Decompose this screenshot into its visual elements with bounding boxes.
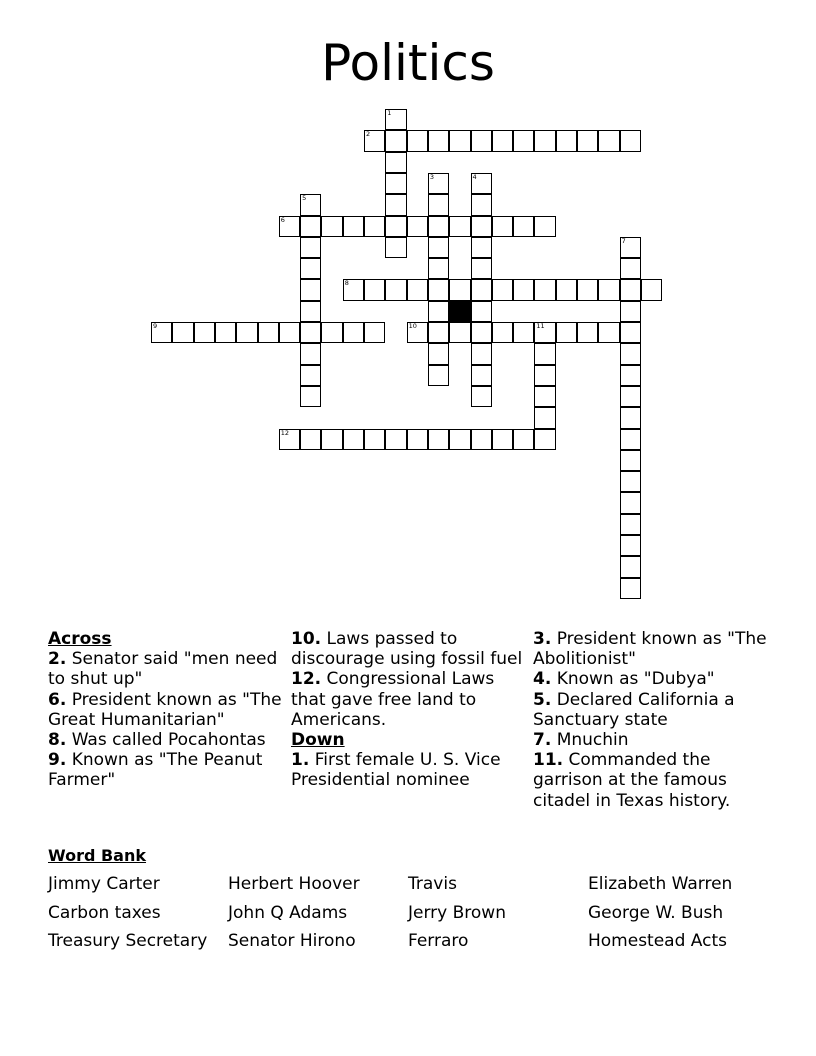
grid-cell[interactable] [471,173,492,194]
word-bank-item: George W. Bush [588,903,724,923]
grid-cell[interactable] [620,279,641,300]
grid-cell[interactable] [471,365,492,386]
grid-cell[interactable] [534,216,555,237]
grid-cell[interactable] [577,279,598,300]
grid-cell[interactable] [598,130,619,151]
grid-cell[interactable] [620,514,641,535]
grid-cell[interactable] [172,322,193,343]
grid-cell[interactable] [620,578,641,599]
grid-cell[interactable] [534,130,555,151]
across-clue-9: 9. Known as "The Peanut Farmer" [48,750,263,791]
grid-cell[interactable] [620,407,641,428]
grid-cell[interactable] [407,130,428,151]
grid-cell[interactable] [385,109,406,130]
shaded-cell [449,301,470,322]
grid-cell[interactable] [620,322,641,343]
grid-cell[interactable] [534,429,555,450]
grid-cell[interactable] [279,429,300,450]
grid-cell[interactable] [449,130,470,151]
grid-cell[interactable] [407,322,428,343]
word-bank-item: Herbert Hoover [228,874,360,894]
word-bank-item: Treasury Secretary [48,931,208,951]
grid-cell[interactable] [385,194,406,215]
grid-cell[interactable] [385,237,406,258]
grid-cell[interactable] [471,429,492,450]
puzzle-title: Politics [321,34,495,92]
grid-cell[interactable] [407,429,428,450]
grid-cell[interactable] [428,322,449,343]
grid-cell[interactable] [385,429,406,450]
grid-cell[interactable] [428,429,449,450]
clue-number: 2 [366,130,371,139]
clue-number: 1 [387,109,392,117]
grid-cell[interactable] [534,407,555,428]
grid-cell[interactable] [300,258,321,279]
grid-cell[interactable] [428,130,449,151]
grid-cell[interactable] [428,279,449,300]
grid-cell[interactable] [577,322,598,343]
grid-cell[interactable] [513,130,534,151]
grid-cell[interactable] [449,429,470,450]
grid-cell[interactable] [449,322,470,343]
grid-cell[interactable] [300,386,321,407]
grid-cell[interactable] [364,130,385,151]
grid-cell[interactable] [620,492,641,513]
grid-cell[interactable] [428,301,449,322]
across-heading: Across [48,629,112,649]
grid-cell[interactable] [343,322,364,343]
grid-cell[interactable] [364,322,385,343]
down-clue-5: 5. Declared California a Sanctuary state [533,689,735,730]
grid-cell[interactable] [385,173,406,194]
grid-cell[interactable] [620,130,641,151]
grid-cell[interactable] [428,237,449,258]
grid-cell[interactable] [620,343,641,364]
grid-cell[interactable] [556,279,577,300]
grid-cell[interactable] [428,365,449,386]
grid-cell[interactable] [513,429,534,450]
grid-cell[interactable] [577,130,598,151]
grid-cell[interactable] [513,216,534,237]
grid-cell[interactable] [385,279,406,300]
grid-cell[interactable] [471,279,492,300]
grid-cell[interactable] [279,216,300,237]
grid-cell[interactable] [471,237,492,258]
grid-cell[interactable] [492,216,513,237]
grid-cell[interactable] [598,279,619,300]
down-heading: Down [291,730,345,751]
across-clue-2: 2. Senator said "men need to shut up" [48,649,278,690]
grid-cell[interactable] [407,216,428,237]
grid-cell[interactable] [364,279,385,300]
clue-number: 12 [280,428,290,437]
grid-cell[interactable] [471,258,492,279]
word-bank-item: Jerry Brown [408,903,506,923]
clue-number: 9 [153,322,158,330]
grid-cell[interactable] [620,365,641,386]
clue-number: 8 [344,279,349,288]
clue-number: 3 [429,172,435,181]
grid-cell[interactable] [471,386,492,407]
grid-cell[interactable] [385,130,406,151]
grid-cell[interactable] [598,322,619,343]
grid-cell[interactable] [300,322,321,343]
grid-cell[interactable] [343,429,364,450]
grid-cell[interactable] [620,258,641,279]
grid-cell[interactable] [428,258,449,279]
clues-column-1 [48,629,288,791]
grid-cell[interactable] [620,450,641,471]
across-clue-6: 6. President known as "The Great Humanitarian" [48,689,282,730]
grid-cell[interactable] [620,471,641,492]
down-clue-11: 11. Commanded the garrison at the famous citadel in Texas history. [533,750,731,811]
clue-number: 4 [472,172,477,181]
across-clue-8: 8. Was called Pocahontas [48,730,266,751]
grid-cell[interactable] [151,322,172,343]
grid-cell[interactable] [236,322,257,343]
grid-cell[interactable] [428,194,449,215]
grid-cell[interactable] [300,216,321,237]
grid-cell[interactable] [194,322,215,343]
grid-cell[interactable] [471,343,492,364]
word-bank-item: Homestead Acts [588,931,727,951]
grid-cell[interactable] [492,130,513,151]
clue-number: 11 [536,322,545,330]
grid-cell[interactable] [385,152,406,173]
clue-number: 5 [302,194,307,203]
grid-cell[interactable] [620,556,641,577]
grid-cell[interactable] [620,301,641,322]
grid-cell[interactable] [321,322,342,343]
grid-cell[interactable] [471,301,492,322]
grid-cell[interactable] [471,322,492,343]
grid-cell[interactable] [300,301,321,322]
word-bank-item: Elizabeth Warren [588,874,733,894]
across-clue-10: 10. Laws passed to discourage using fossil fuel [291,629,523,670]
clues-column-3 [533,629,773,811]
grid-cell[interactable] [343,216,364,237]
grid-cell[interactable] [471,130,492,151]
down-clue-7: 7. Mnuchin [533,730,629,751]
grid-cell[interactable] [449,216,470,237]
grid-cell[interactable] [364,429,385,450]
down-clue-1: 1. First female U. S. Vice Presidential nominee [291,750,501,791]
grid-cell[interactable] [534,386,555,407]
grid-cell[interactable] [471,194,492,215]
grid-cell[interactable] [428,343,449,364]
grid-cell[interactable] [300,343,321,364]
grid-cell[interactable] [513,322,534,343]
down-clue-4: 4. Known as "Dubya" [533,669,715,690]
across-clue-12: 12. Congressional Laws that gave free land to Americans. [291,669,495,730]
grid-cell[interactable] [556,322,577,343]
word-bank-item: John Q Adams [228,903,348,923]
grid-cell[interactable] [428,216,449,237]
grid-cell[interactable] [300,365,321,386]
grid-cell[interactable] [641,279,662,300]
clue-number: 6 [280,215,285,224]
grid-cell[interactable] [534,322,555,343]
down-clue-3: 3. President known as "The Abolitionist" [533,629,767,670]
grid-cell[interactable] [620,237,641,258]
grid-cell[interactable] [215,322,236,343]
clues-column-2 [291,629,529,791]
grid-cell[interactable] [620,429,641,450]
word-bank-item: Ferraro [408,931,469,951]
word-bank-title: Word Bank [48,846,147,865]
grid-cell[interactable] [556,130,577,151]
word-bank-item: Senator Hirono [228,931,356,951]
grid-cell[interactable] [258,322,279,343]
grid-cell[interactable] [385,216,406,237]
grid-cell[interactable] [534,279,555,300]
grid-cell[interactable] [449,279,470,300]
grid-cell[interactable] [343,279,364,300]
word-bank-item: Jimmy Carter [48,874,160,894]
word-bank-item: Travis [408,874,457,894]
grid-cell[interactable] [620,535,641,556]
grid-cell[interactable] [620,386,641,407]
grid-cell[interactable] [364,216,385,237]
grid-cell[interactable] [300,237,321,258]
grid-cell[interactable] [534,365,555,386]
clue-number: 7 [621,236,626,245]
clue-number: 10 [408,322,417,330]
grid-cell[interactable] [513,279,534,300]
grid-cell[interactable] [428,173,449,194]
grid-cell[interactable] [492,429,513,450]
grid-cell[interactable] [534,343,555,364]
grid-cell[interactable] [300,279,321,300]
grid-cell[interactable] [492,322,513,343]
grid-cell[interactable] [492,279,513,300]
grid-cell[interactable] [471,216,492,237]
word-bank-item: Carbon taxes [48,903,161,923]
grid-cell[interactable] [279,322,300,343]
grid-cell[interactable] [321,216,342,237]
grid-cell[interactable] [300,194,321,215]
grid-cell[interactable] [321,429,342,450]
grid-cell[interactable] [407,279,428,300]
grid-cell[interactable] [300,429,321,450]
